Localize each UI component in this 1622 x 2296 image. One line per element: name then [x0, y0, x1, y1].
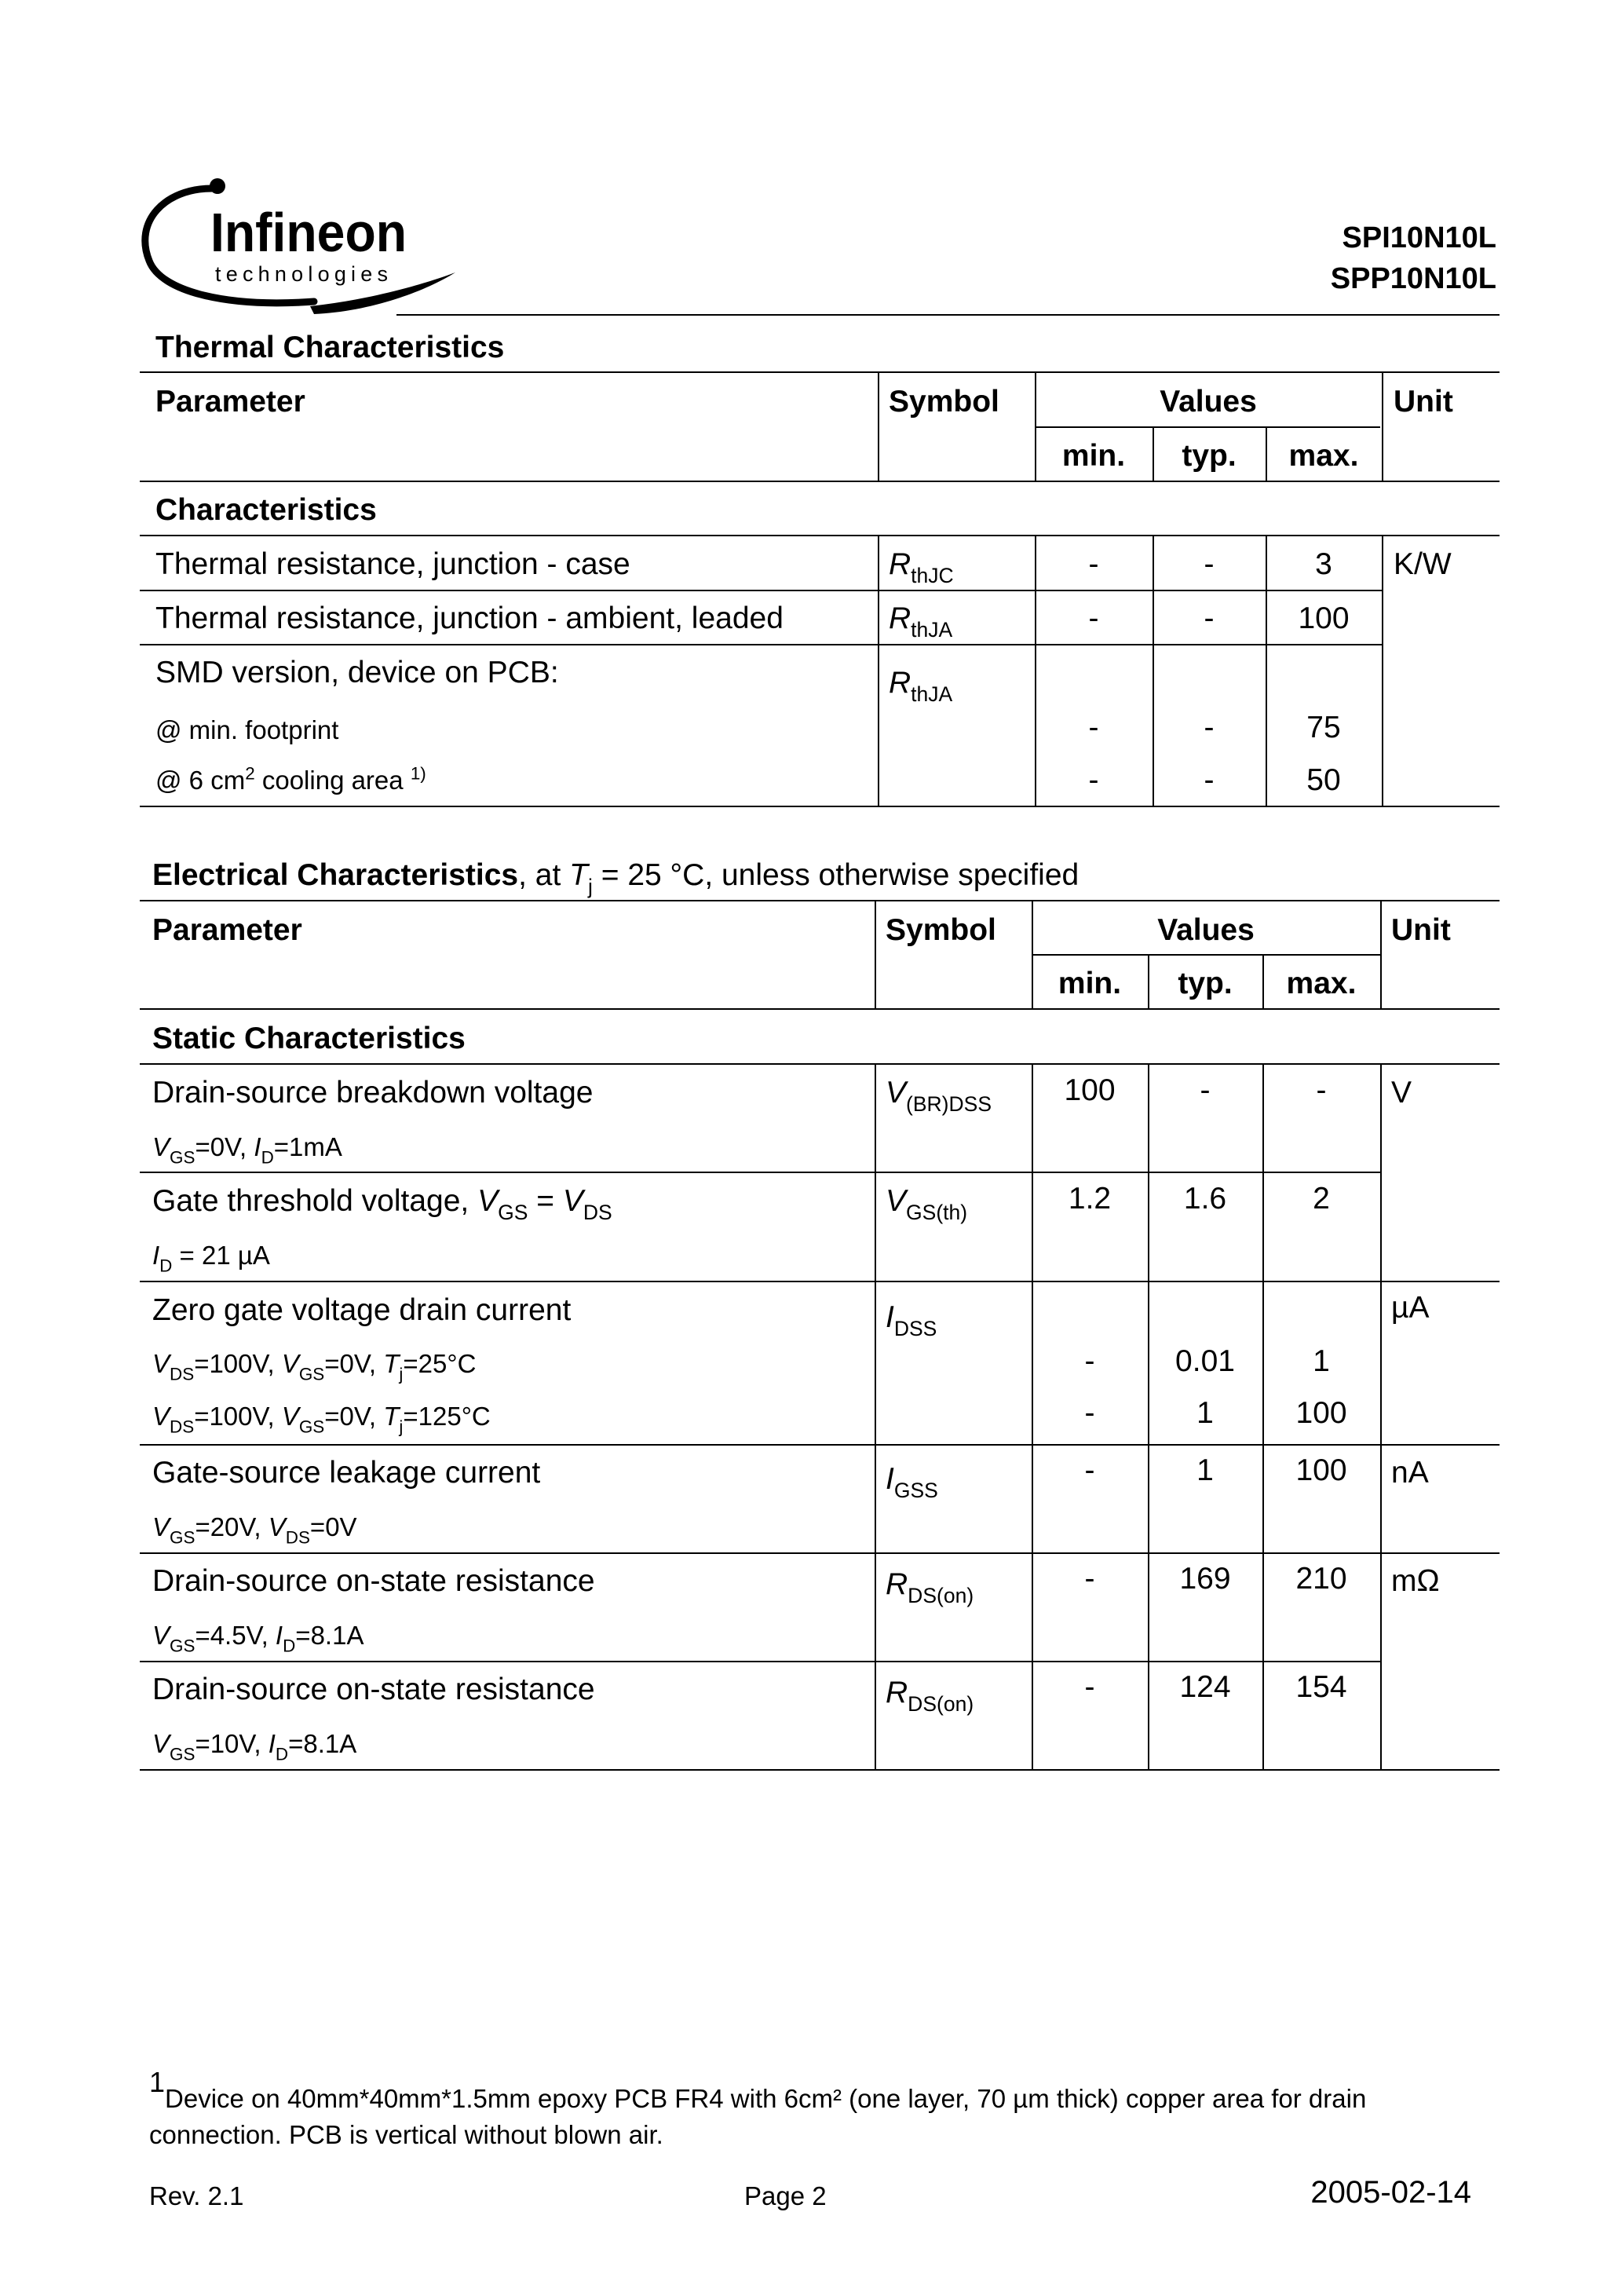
rds-on-1-max: 210 [1295, 1562, 1347, 1596]
leakage-condition: $V_{GS}=20V$, $V_{DS}=0V$ [152, 1512, 357, 1548]
eh-max: max. [1286, 967, 1357, 1000]
rds-on-unit: mΩ [1391, 1564, 1440, 1598]
eh-typ: typ. [1178, 967, 1233, 1000]
rule [140, 590, 1382, 591]
th-max: max. [1288, 439, 1359, 473]
rule [140, 1769, 1500, 1771]
zero-gate-1-max: 1 [1313, 1344, 1330, 1378]
rule [140, 481, 1500, 482]
part-number-1: SPI10N10L [1342, 221, 1496, 254]
zero-gate-param: Zero gate voltage drain current [152, 1293, 572, 1327]
eh-parameter: Parameter [152, 913, 302, 947]
thermal-row-min: - [1088, 601, 1099, 635]
th-parameter: Parameter [155, 385, 305, 419]
rds-on-1-min: - [1084, 1562, 1095, 1596]
smd-cooling-min: - [1088, 763, 1099, 797]
eh-symbol: Symbol [886, 913, 996, 947]
rule [140, 535, 1500, 536]
thermal-row-max: 3 [1315, 547, 1332, 581]
threshold-symbol: $V_{GS(th)}$ [886, 1184, 968, 1225]
rds-on-2-max: 154 [1295, 1670, 1347, 1704]
rule [140, 1063, 1500, 1065]
smd-cooling-max: 50 [1306, 763, 1341, 797]
zero-gate-2-typ: 1 [1196, 1396, 1214, 1430]
infineon-logo [133, 174, 463, 324]
thermal-row-param: Thermal resistance, junction - ambient, leaded [155, 601, 784, 635]
thermal-section: Characteristics [155, 493, 377, 527]
rule [140, 1661, 1382, 1662]
smd-min-footprint-typ: - [1204, 711, 1215, 744]
smd-min-footprint-label: @ min. footprint [155, 715, 339, 744]
rds-on-1-param: Drain-source on-state resistance [152, 1564, 595, 1598]
col-divider [878, 371, 879, 481]
breakdown-unit: V [1391, 1076, 1412, 1110]
threshold-min: 1.2 [1068, 1182, 1112, 1216]
rds-on-2-typ: 124 [1179, 1670, 1231, 1704]
th-values: Values [1160, 385, 1257, 419]
zero-gate-1-typ: 0.01 [1175, 1344, 1235, 1378]
thermal-row-max: 100 [1298, 601, 1350, 635]
rds-on-2-condition: $V_{GS}=10V$, $I_D=8.1A$ [152, 1729, 357, 1764]
zero-gate-symbol: $I_{DSS}$ [886, 1300, 937, 1341]
rule [140, 1444, 1500, 1446]
zero-gate-unit: µA [1391, 1291, 1430, 1325]
rds-on-2-symbol: $R_{DS(on)}$ [886, 1676, 974, 1717]
th-typ: typ. [1182, 439, 1237, 473]
col-divider [875, 900, 876, 1008]
breakdown-param: Drain-source breakdown voltage [152, 1076, 594, 1110]
col-divider [1382, 371, 1383, 481]
zero-gate-1-min: - [1084, 1344, 1095, 1378]
header-rule [396, 314, 1500, 316]
rule [140, 1552, 1500, 1554]
rds-on-2-param: Drain-source on-state resistance [152, 1673, 595, 1706]
zero-gate-condition-2: $V_{DS}=100V$, $V_{GS}=0V$, $T_j=125^\circ C$ [152, 1402, 491, 1437]
breakdown-symbol: $V_{(BR)DSS}$ [886, 1076, 992, 1117]
rds-on-1-typ: 169 [1179, 1562, 1231, 1596]
th-unit: Unit [1394, 385, 1453, 419]
breakdown-max: - [1316, 1073, 1327, 1107]
thermal-row-symbol: $R_{thJC}$ [889, 547, 954, 588]
eh-unit: Unit [1391, 913, 1451, 947]
col-divider [1380, 1063, 1382, 1769]
thermal-row-symbol: $R_{thJA}$ [889, 666, 953, 707]
leakage-min: - [1084, 1453, 1095, 1487]
rule [140, 1172, 1382, 1173]
rds-on-1-symbol: $R_{DS(on)}$ [886, 1567, 974, 1608]
thermal-title: Thermal Characteristics [155, 331, 505, 364]
footnote-line-2: connection. PCB is vertical without blown air. [149, 2120, 663, 2149]
electrical-title: Electrical Characteristics, at $T_j = 25$ °C, unless otherwise specified [152, 858, 1080, 899]
thermal-row-min: - [1088, 547, 1099, 581]
threshold-max: 2 [1313, 1182, 1330, 1216]
logo-graphic [133, 174, 463, 324]
col-divider [1380, 900, 1382, 1008]
rule [140, 1281, 1500, 1282]
part-number-2: SPP10N10L [1330, 262, 1496, 295]
rule [1035, 426, 1380, 428]
th-min: min. [1061, 439, 1126, 473]
breakdown-condition: $V_{GS}=0V$, $I_D=1mA$ [152, 1132, 342, 1168]
th-symbol: Symbol [889, 385, 999, 419]
leakage-max: 100 [1295, 1453, 1347, 1487]
smd-cooling-label: @ 6 $cm^2$ cooling area $^{1)}$ [155, 763, 426, 795]
smd-min-footprint-max: 75 [1306, 711, 1341, 744]
footnote-line-1: $^1$Device on 40mm*40mm*1.5mm epoxy PCB FR4 with 6cm² (one layer, 70 µm thick) copper area for drain [149, 2066, 1367, 2113]
rule [140, 806, 1500, 807]
threshold-param: Gate threshold voltage, $V_{GS} = V_{DS}$ [152, 1184, 612, 1225]
eh-min: min. [1058, 967, 1122, 1000]
footer-date: 2005-02-14 [1310, 2175, 1471, 2210]
logo-subtitle: technologies [215, 262, 388, 286]
zero-gate-2-min: - [1084, 1396, 1095, 1430]
thermal-row-unit: K/W [1394, 547, 1452, 581]
thermal-row-typ: - [1204, 547, 1215, 581]
static-section: Static Characteristics [152, 1022, 466, 1055]
col-divider [875, 1063, 876, 1769]
smd-cooling-typ: - [1204, 763, 1215, 797]
rds-on-1-condition: $V_{GS}=4.5V$, $I_D=8.1A$ [152, 1621, 364, 1656]
eh-values: Values [1157, 913, 1255, 947]
thermal-row-param: Thermal resistance, junction - case [155, 547, 630, 581]
leakage-symbol: $I_{GSS}$ [886, 1462, 938, 1503]
rule [140, 900, 1500, 901]
leakage-param: Gate-source leakage current [152, 1456, 541, 1490]
rule [140, 371, 1500, 373]
footer-page: Page 2 [744, 2181, 827, 2210]
rule [1032, 954, 1380, 956]
leakage-typ: 1 [1196, 1453, 1214, 1487]
threshold-typ: 1.6 [1183, 1182, 1227, 1216]
thermal-row-symbol: $R_{thJA}$ [889, 601, 953, 642]
thermal-row-param: SMD version, device on PCB: [155, 656, 559, 689]
rds-on-2-min: - [1084, 1670, 1095, 1704]
rule [140, 644, 1382, 645]
logo-word: Infineon [210, 202, 407, 263]
thermal-row-typ: - [1204, 601, 1215, 635]
threshold-condition: $I_D = 21$ µA [152, 1241, 270, 1276]
breakdown-min: 100 [1064, 1073, 1116, 1107]
rule [140, 1008, 1500, 1010]
col-divider [878, 535, 879, 806]
footer-revision: Rev. 2.1 [149, 2181, 244, 2210]
smd-min-footprint-min: - [1088, 711, 1099, 744]
zero-gate-condition-1: $V_{DS}=100V$, $V_{GS}=0V$, $T_j=25^\circ C$ [152, 1349, 477, 1384]
zero-gate-2-max: 100 [1295, 1396, 1347, 1430]
col-divider [1382, 535, 1383, 806]
breakdown-typ: - [1200, 1073, 1211, 1107]
leakage-unit: nA [1391, 1456, 1429, 1490]
